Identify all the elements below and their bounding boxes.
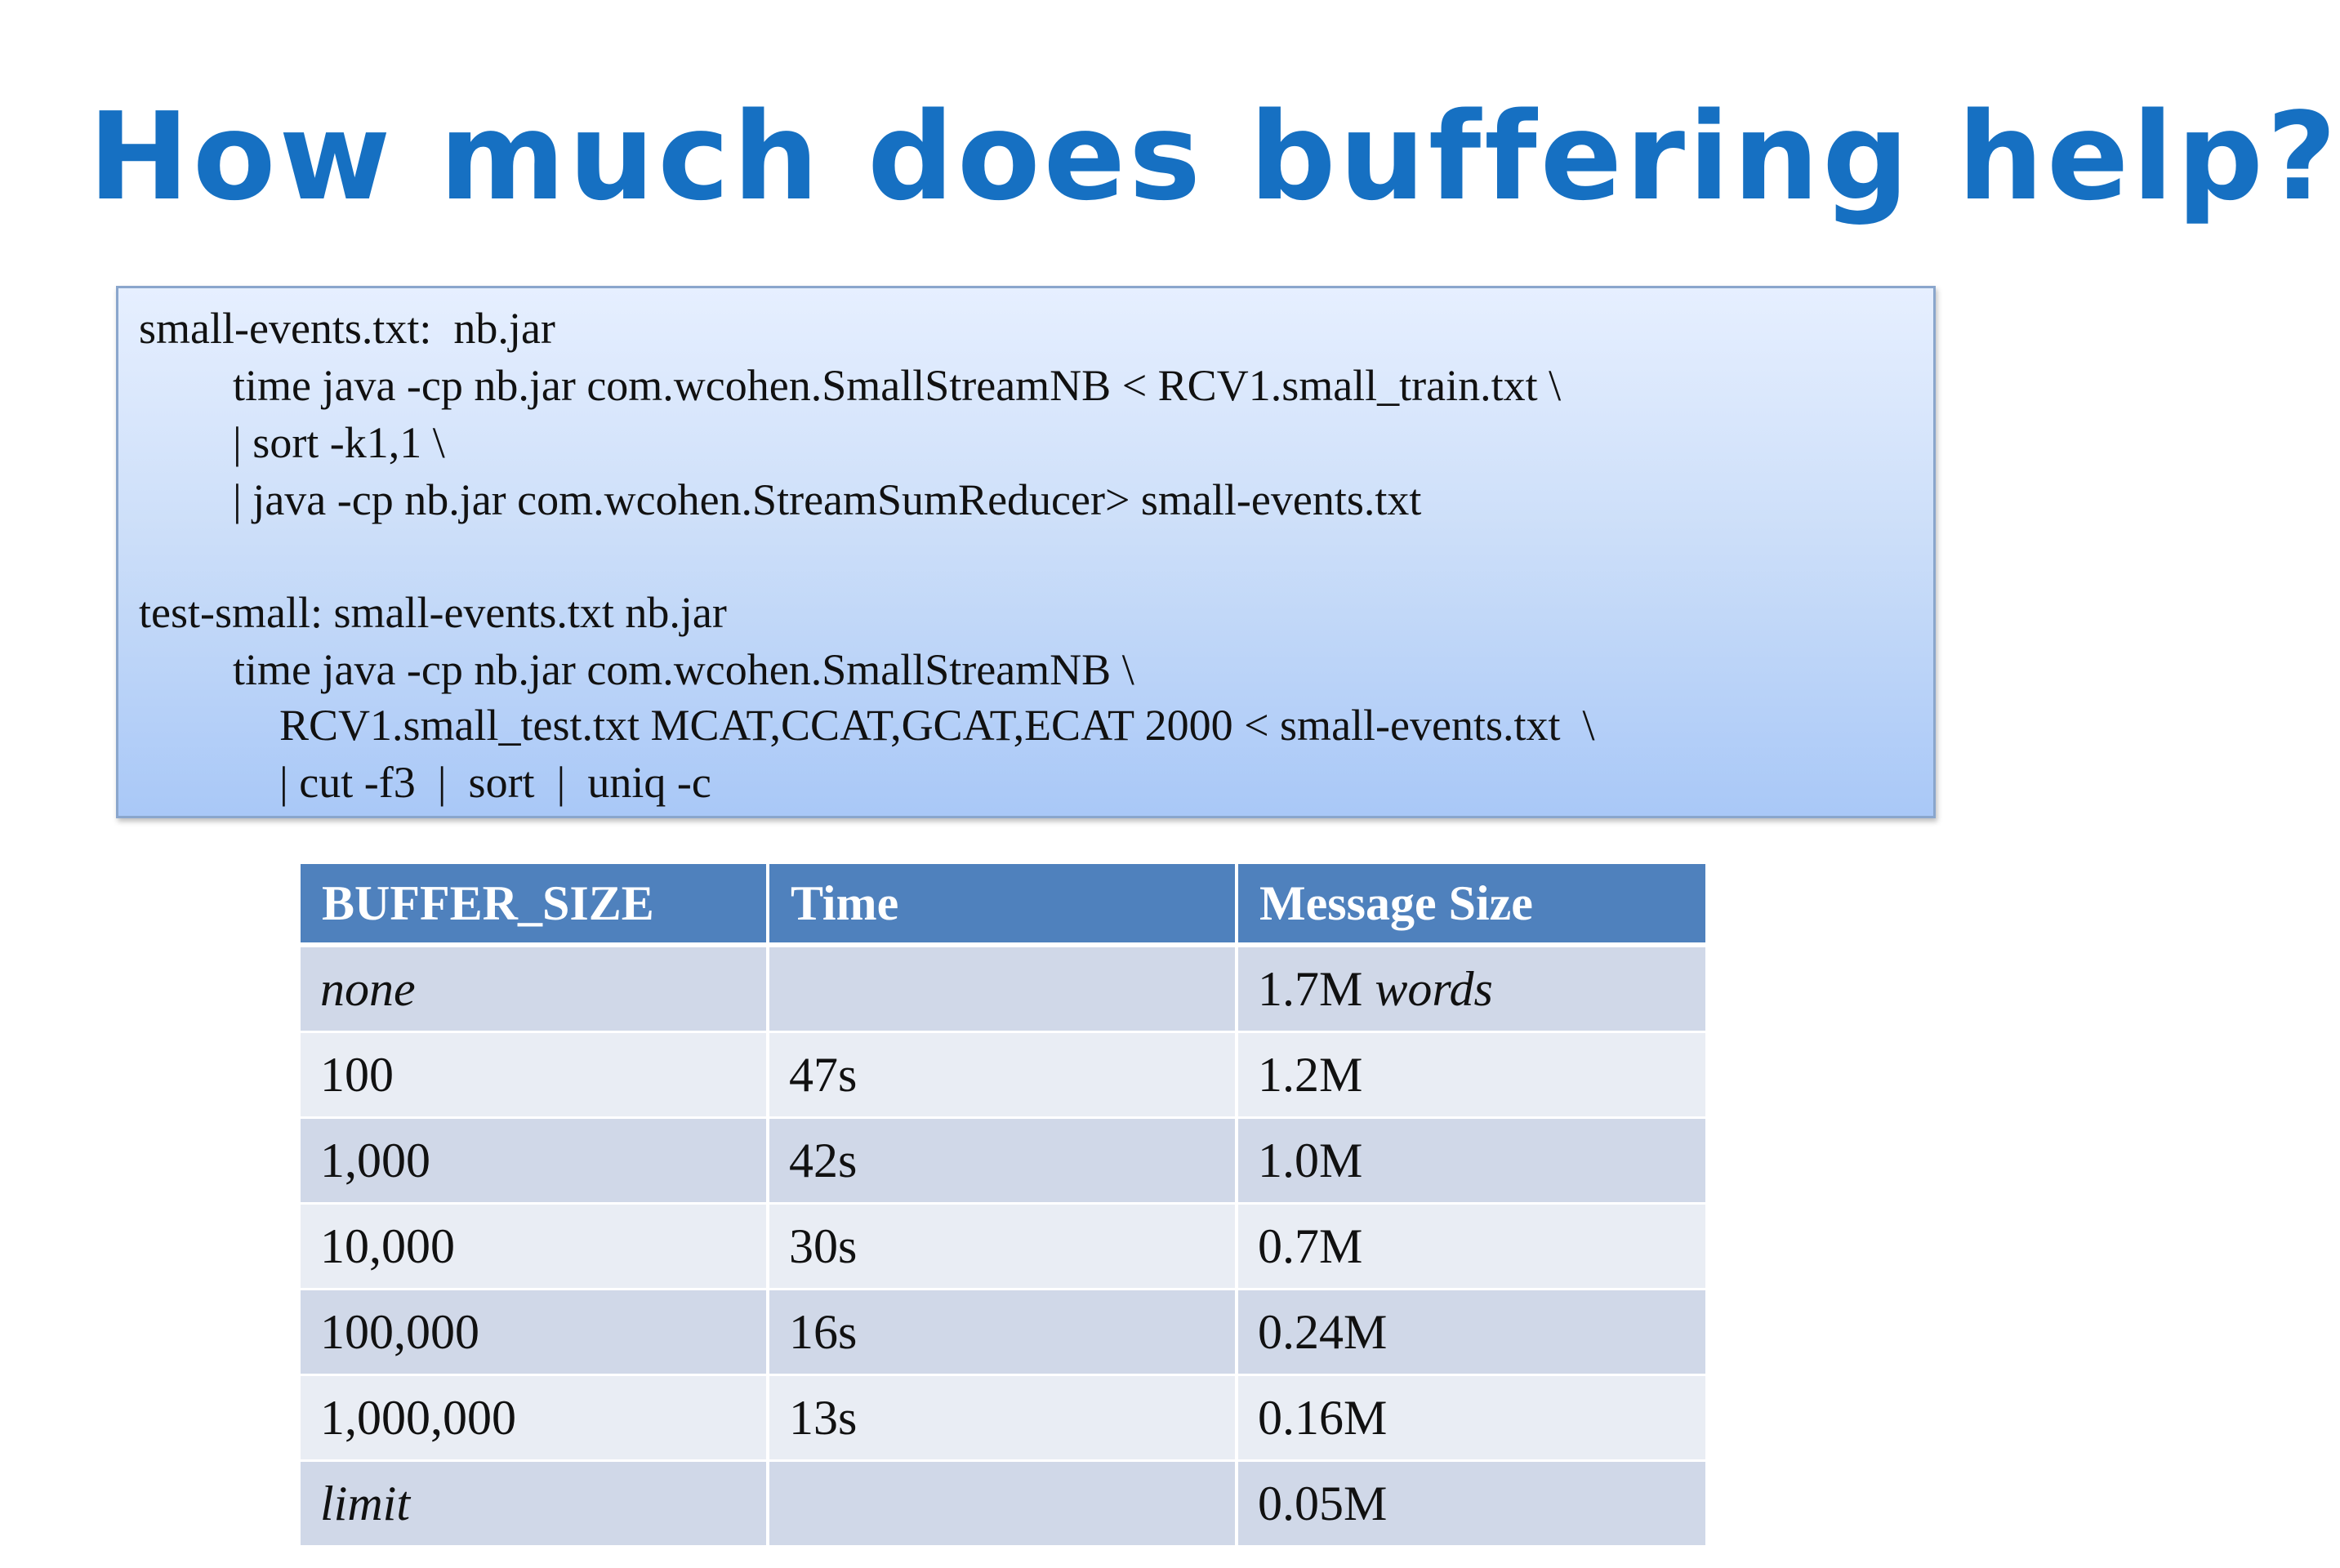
column-header-message-size: Message Size [1238,864,1705,947]
time-cell [769,947,1238,1033]
column-header-time: Time [769,864,1238,947]
table-row [301,1290,1705,1376]
buffer-size-cell: 100 [301,1033,769,1119]
buffer-size-cell: 100,000 [301,1290,769,1376]
message-size-value: 1.7M [1258,961,1363,1016]
table-row [301,1462,1705,1548]
table-row [301,1033,1705,1119]
code-line: | java -cp nb.jar com.wcohen.StreamSumReducer> small-events.txt [233,475,1422,524]
buffer-size-cell [301,947,769,1033]
buffer-size-cell: 1,000,000 [301,1376,769,1462]
code-line: RCV1.small_test.txt MCAT,CCAT,GCAT,ECAT 2000 < small-events.txt \ [279,701,1595,750]
message-size-cell: 1.0M [1238,1119,1705,1205]
code-line: | cut -f3 | sort | uniq -c [279,758,711,807]
time-cell: 42s [769,1119,1238,1205]
message-size-cell: 1.2M [1238,1033,1705,1119]
code-line: test-small: small-events.txt nb.jar [139,588,727,637]
message-size-cell: 0.24M [1238,1290,1705,1376]
time-cell: 30s [769,1205,1238,1290]
code-box [116,286,1936,818]
message-size-cell: 0.16M [1238,1376,1705,1462]
buffer-results-table [301,864,1705,1548]
time-cell: 47s [769,1033,1238,1119]
table-row [301,1119,1705,1205]
time-cell [769,1462,1238,1548]
message-size-cell [1238,947,1705,1033]
message-size-cell: 0.7M [1238,1205,1705,1290]
buffer-size-cell: 10,000 [301,1205,769,1290]
table-row [301,1205,1705,1290]
time-cell: 13s [769,1376,1238,1462]
table-header-row [301,864,1705,947]
buffer-size-cell: 1,000 [301,1119,769,1205]
message-size-cell: 0.05M [1238,1462,1705,1548]
buffer-size-value: none [320,961,416,1016]
slide-title: How much does buffering help? [88,87,2340,227]
code-line: | sort -k1,1 \ [233,418,445,467]
message-size-unit: words [1375,961,1493,1016]
column-header-buffer-size: BUFFER_SIZE [301,864,769,947]
code-line: small-events.txt: nb.jar [139,304,555,353]
code-line: time java -cp nb.jar com.wcohen.SmallStreamNB < RCV1.small_train.txt \ [233,361,1562,410]
buffer-size-value: limit [320,1476,411,1530]
time-cell: 16s [769,1290,1238,1376]
code-line: time java -cp nb.jar com.wcohen.SmallStreamNB \ [233,645,1134,694]
table-row [301,947,1705,1033]
table-row [301,1376,1705,1462]
buffer-size-cell [301,1462,769,1548]
